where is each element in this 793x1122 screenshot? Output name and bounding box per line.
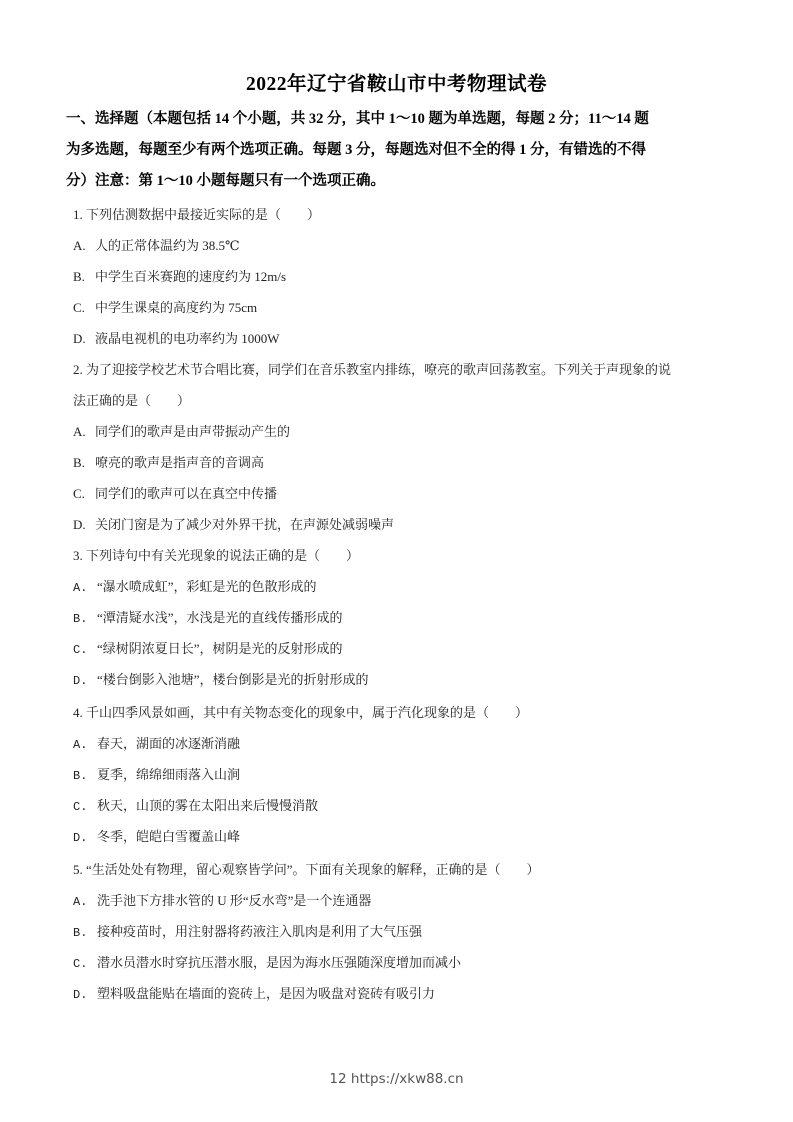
option-text: 潜水员潜水时穿抗压潜水服，是因为海水压强随深度增加而减小 [97,955,462,970]
option-label: A. [73,738,88,752]
question-number: 1. [73,207,83,222]
question-text: 为了迎接学校艺术节合唱比赛，同学们在音乐教室内排练，嘹亮的歌声回荡教室。下列关于声现象的说 [86,362,672,377]
page-title: 2022年辽宁省鞍山市中考物理试卷 [245,74,547,95]
option-text: 同学们的歌声是由声带振动产生的 [95,424,291,439]
question-3-option-c [73,638,343,657]
question-number: 2. [73,362,83,377]
question-3-stem [73,545,359,564]
option-text: 秋天，山顶的雾在太阳出来后慢慢消散 [97,798,319,813]
option-label: C. [73,643,88,657]
option-label: C. [73,486,85,501]
option-label: C. [73,957,88,971]
option-text: 关闭门窗是为了减少对外界干扰，在声源处减弱噪声 [95,517,395,532]
question-text: 下列估测数据中最接近实际的是（ ） [86,207,321,222]
question-1-option-c [73,297,257,316]
option-label: B. [73,769,88,783]
question-4-option-c [73,795,318,814]
question-5-option-d [73,983,435,1002]
option-text: “瀑水喷成虹”，彩虹是光的色散形成的 [97,579,317,594]
question-1-option-b [73,266,286,285]
option-label: B. [73,926,88,940]
question-text: 法正确的是（ ） [73,393,191,408]
section-header-line: 为多选题，每题至少有两个选项正确。每题 3 分，每题选对但不全的得 1 分，有错选的不得 [66,142,646,158]
option-text: “潭清疑水浅”，水浅是光的直线传播形成的 [97,610,343,625]
question-5-option-a [73,890,371,909]
option-text: 洗手池下方排水管的 U 形“反水弯”是一个连通器 [97,893,372,908]
question-3-option-d [73,669,369,688]
option-label: A. [73,581,88,595]
option-label: C. [73,300,85,315]
option-text: 人的正常体温约为 38.5℃ [95,238,240,253]
question-text: 下列诗句中有关光现象的说法正确的是（ ） [86,548,360,563]
question-3-option-b [73,607,343,626]
option-label: C. [73,800,88,814]
question-number: 5. [73,862,83,877]
option-label: D. [73,988,88,1002]
option-text: 塑料吸盘能贴在墙面的瓷砖上，是因为吸盘对瓷砖有吸引力 [97,986,436,1001]
option-text: 接种疫苗时，用注射器将药液注入肌肉是利用了大气压强 [97,924,423,939]
question-5-option-b [73,921,422,940]
question-text: “生活处处有物理，留心观察皆学问”。下面有关现象的解释，正确的是（ ） [86,862,540,877]
question-text: 千山四季风景如画，其中有关物态变化的现象中，属于汽化现象的是（ ） [86,705,529,720]
question-2-option-a [73,421,290,440]
question-2-option-d [73,514,394,533]
option-text: 同学们的歌声可以在真空中传播 [95,486,278,501]
section-header-line: 一、选择题（本题包括 14 个小题，共 32 分，其中 1～10 题为单选题，每题 2 分；11～14 题 [66,111,649,127]
question-2-stem [73,359,723,378]
option-text: 夏季，绵绵细雨落入山涧 [97,767,241,782]
page-number: 12 [329,1071,347,1087]
section-header-line: 分）注意：第 1～10 小题每题只有一个选项正确。 [66,173,385,189]
option-text: 中学生百米赛跑的速度约为 12m/s [95,269,287,284]
option-label: A. [73,238,86,253]
question-4-option-d [73,826,240,845]
question-1-option-d [73,328,280,347]
option-label: B. [73,612,88,626]
option-label: D. [73,831,88,845]
question-number: 3. [73,548,83,563]
section-header [66,104,731,197]
question-3-option-a [73,576,317,595]
page-footer [0,1071,793,1087]
question-2-option-b [73,452,264,471]
question-number: 4. [73,705,83,720]
option-text: “楼台倒影入池塘”，楼台倒影是光的折射形成的 [97,672,369,687]
footer-url[interactable]: https://xkw88.cn [350,1071,464,1087]
option-label: D. [73,331,86,346]
option-text: 液晶电视机的电功率约为 1000W [95,331,280,346]
option-label: B. [73,269,85,284]
question-1-option-a [73,235,240,254]
question-2-stem-continued [73,390,190,409]
option-text: 春天，湖面的冰逐渐消融 [97,736,241,751]
option-label: D. [73,517,86,532]
question-5-stem [73,859,540,878]
option-label: B. [73,455,85,470]
option-label: D. [73,674,88,688]
question-4-stem [73,702,528,721]
question-5-option-c [73,952,461,971]
option-text: 中学生课桌的高度约为 75cm [95,300,258,315]
question-4-option-a [73,733,240,752]
option-text: “绿树阴浓夏日长”，树阴是光的反射形成的 [97,641,343,656]
option-label: A. [73,424,86,439]
option-text: 冬季，皑皑白雪覆盖山峰 [97,829,241,844]
question-4-option-b [73,764,240,783]
option-text: 嘹亮的歌声是指声音的音调高 [95,455,265,470]
question-2-option-c [73,483,277,502]
option-label: A. [73,895,88,909]
question-1-stem [73,204,320,223]
